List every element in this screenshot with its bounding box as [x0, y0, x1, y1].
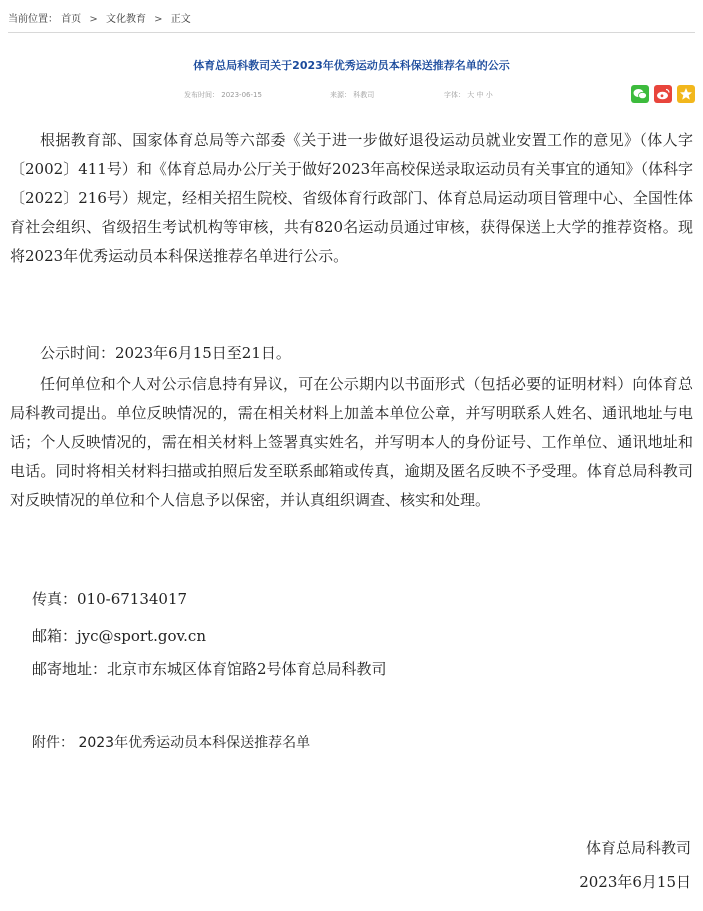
- wechat-icon: [633, 88, 647, 100]
- breadcrumb-home-link[interactable]: 首页: [61, 14, 82, 25]
- breadcrumb-separator: >: [154, 14, 163, 25]
- share-qzone-button[interactable]: [677, 85, 695, 103]
- fax-value: 010-67134017: [77, 590, 188, 608]
- publish-date-value: 2023-06-15: [221, 91, 262, 99]
- article-source: [330, 90, 374, 100]
- font-size-label: 字体：: [444, 91, 465, 99]
- attachment: [32, 732, 310, 752]
- signature-date: 2023年6月15日: [579, 873, 691, 891]
- breadcrumb-current: 正文: [170, 14, 191, 25]
- qzone-icon: [679, 87, 693, 101]
- header-divider: [8, 32, 695, 33]
- contact-address: [32, 658, 387, 679]
- article-title: 体育总局科教司关于2023年优秀运动员本科保送推荐名单的公示: [193, 59, 510, 72]
- body-paragraph-2: 公示时间：2023年6月15日至21日。: [40, 344, 291, 362]
- font-size-small-button[interactable]: 小: [485, 91, 493, 99]
- publish-date: [184, 90, 262, 100]
- contact-fax: [32, 588, 187, 609]
- font-size-switcher: [444, 90, 493, 100]
- attachment-link[interactable]: 2023年优秀运动员本科保送推荐名单: [78, 735, 311, 751]
- email-label: 邮箱：: [32, 627, 78, 645]
- address-value: 北京市东城区体育馆路2号体育总局科教司: [107, 660, 387, 678]
- attachment-label: 附件：: [32, 735, 74, 751]
- address-label: 邮寄地址：: [32, 660, 108, 678]
- publish-date-label: 发布时间：: [184, 91, 219, 99]
- source-label: 来源：: [330, 91, 351, 99]
- body-paragraph-3: 任何单位和个人对公示信息持有异议，可在公示期内以书面形式（包括必要的证明材料）向体育总局科教司提出。单位反映情况的，需在相关材料上加盖本单位公章，并写明联系人姓名、通讯地址与电话；个人反映情况的，需在相关材料上签署真实姓名，并写明本人的身份证号、工作单位、通讯地址和电话。同时将相关材料扫描或拍照后发至联系邮箱或传真，逾期及匿名反映不予受理。体育总局科教司对反映情况的单位和个人信息予以保密，并认真组织调查、核实和处理。: [10, 375, 693, 509]
- body-paragraph-1: 根据教育部、国家体育总局等六部委《关于进一步做好退役运动员就业安置工作的意见》（体人字〔2002〕411号）和《体育总局办公厅关于做好2023年高校保送录取运动员有关事宜的通知》（体科字〔2022〕216号）规定，经相关招生院校、省级体育行政部门、体育总局运动项目管理中心、全国性体育社会组织、省级招生考试机构等审核，共有820名运动员通过审核，获得保送上大学的推荐资格。现将2023年优秀运动员本科保送推荐名单进行公示。: [10, 131, 693, 265]
- breadcrumb-section-link[interactable]: 文化教育: [105, 14, 146, 25]
- breadcrumb: [8, 10, 191, 25]
- breadcrumb-prefix: 当前位置：: [8, 14, 58, 25]
- breadcrumb-separator: >: [89, 14, 98, 25]
- email-value: jyc@sport.gov.cn: [77, 627, 206, 645]
- contact-email: [32, 625, 206, 646]
- fax-label: 传真：: [32, 590, 78, 608]
- font-size-medium-button[interactable]: 中: [476, 91, 484, 99]
- font-size-large-button[interactable]: 大: [467, 91, 475, 99]
- share-weibo-button[interactable]: [654, 85, 672, 103]
- source-value: 科教司: [353, 91, 375, 99]
- weibo-icon: [656, 88, 670, 100]
- signature-org: 体育总局科教司: [585, 839, 691, 857]
- share-wechat-button[interactable]: [631, 85, 649, 103]
